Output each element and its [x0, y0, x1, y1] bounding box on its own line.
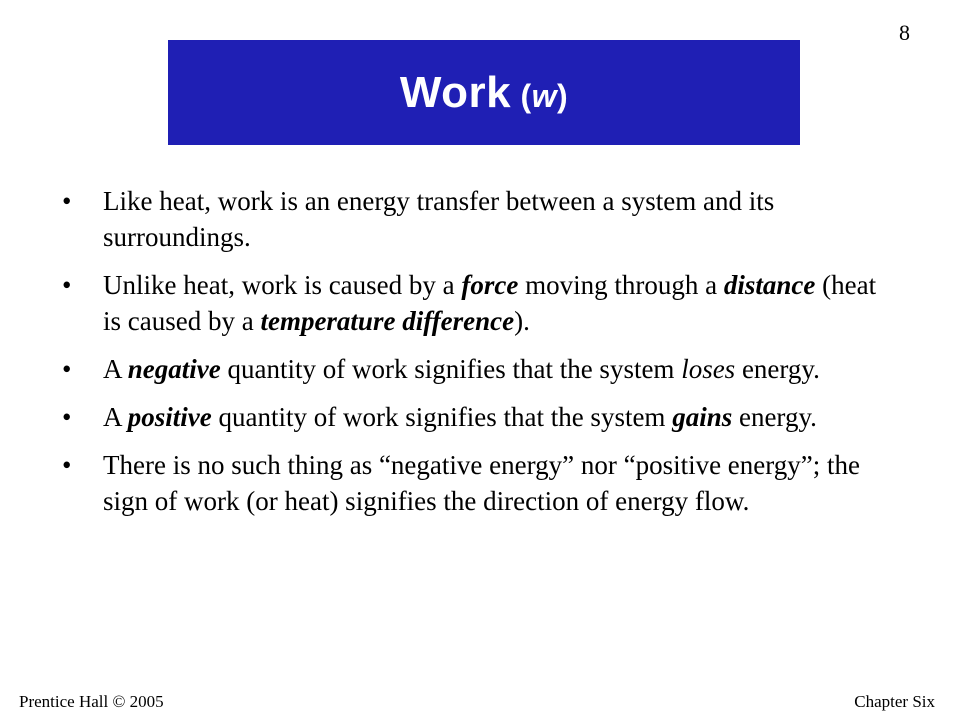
bullet-text-segment: Like heat, work is an energy transfer between a system and its surroundings. [103, 186, 775, 252]
bullet-item [62, 351, 882, 387]
bullet-text-segment: A [103, 402, 128, 432]
bullet-text-segment: quantity of work signifies that the system [211, 402, 673, 432]
bullet-item [62, 447, 882, 519]
bullet-text-segment: (heat is caused by a [103, 270, 877, 336]
bullet-text-segment: A [103, 354, 128, 384]
bullet-text-segment: negative [127, 354, 221, 384]
footer-publisher: Prentice Hall © 2005 [19, 692, 164, 711]
slide-number: 8 [899, 20, 910, 45]
title-paren-close: ) [557, 77, 569, 114]
bullet-text-segment: gains [672, 402, 733, 432]
title-variable: w [531, 77, 557, 114]
footer-chapter: Chapter Six [854, 692, 935, 711]
bullet-text-segment: quantity of work signifies that the system [220, 354, 682, 384]
bullet-item [62, 183, 882, 255]
title-main: Work [399, 67, 512, 117]
bullet-text-segment: energy. [735, 354, 820, 384]
bullet-dot: • [62, 450, 72, 480]
title-banner [168, 40, 800, 145]
bullet-item [62, 399, 882, 435]
bullet-text-segment: temperature difference [260, 306, 515, 336]
slide-title [400, 68, 568, 118]
bullet-text-segment: Unlike heat, work is caused by a [103, 270, 462, 300]
bullet-dot: • [62, 402, 72, 432]
bullet-text-segment: positive [127, 402, 212, 432]
bullet-dot: • [62, 186, 72, 216]
bullet-text-segment: moving through a [518, 270, 724, 300]
bullet-text-segment: There is no such thing as “negative energy” nor “positive energy”; the sign of work (or heat) signifies the direction of energy flow. [103, 450, 861, 516]
bullet-item [62, 267, 882, 339]
bullet-text-segment: loses [681, 354, 736, 384]
title-variable-group [511, 78, 568, 114]
bullet-text-segment: energy. [732, 402, 817, 432]
bullet-dot: • [62, 270, 72, 300]
bullet-text-segment: ). [514, 306, 530, 336]
bullet-text-segment: distance [723, 270, 816, 300]
bullet-text-segment: force [461, 270, 519, 300]
title-paren-open: ( [511, 77, 532, 114]
bullet-dot: • [62, 354, 72, 384]
bullet-list [62, 183, 882, 531]
